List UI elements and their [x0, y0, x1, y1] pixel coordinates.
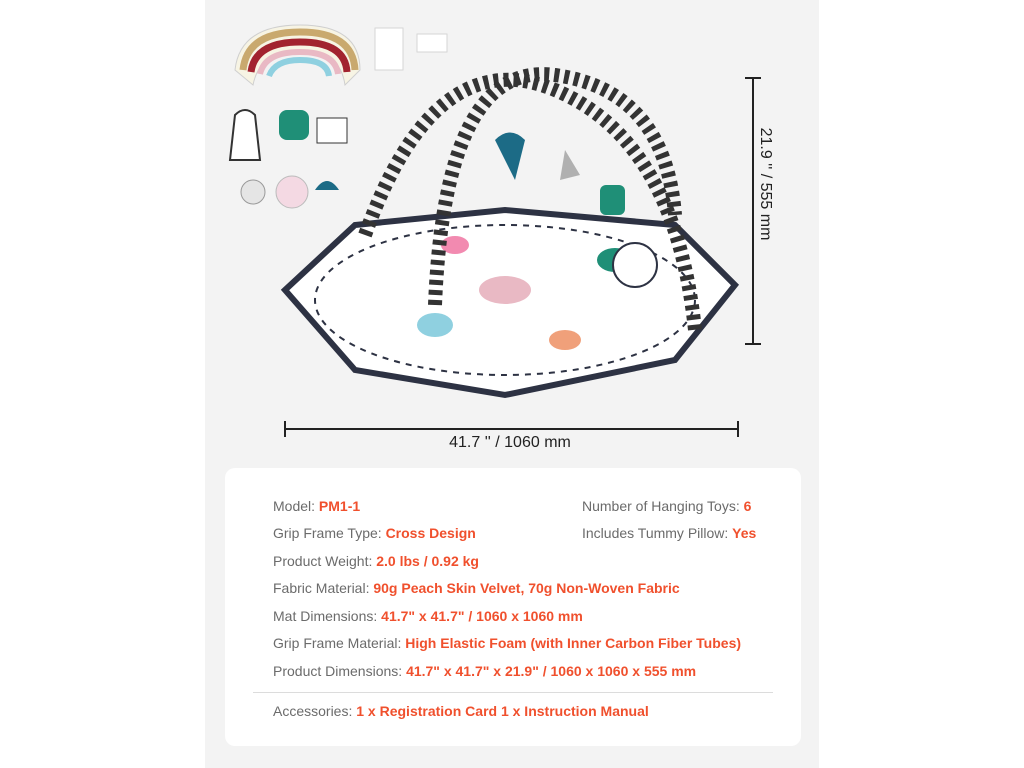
product-illustration [205, 0, 819, 465]
specs-card [225, 468, 801, 746]
spec-value: High Elastic Foam (with Inner Carbon Fiber Tubes) [405, 635, 742, 651]
play-mat-image [285, 210, 735, 395]
spec-model [273, 498, 360, 514]
registration-card-image [375, 28, 403, 70]
spec-value: 41.7" x 41.7" / 1060 x 1060 mm [381, 608, 583, 624]
width-dimension-label: 41.7 '' / 1060 mm [449, 434, 571, 451]
spec-value: Yes [732, 525, 757, 541]
height-dimension-label: 21.9 '' / 555 mm [757, 127, 774, 241]
spec-value: 41.7" x 41.7" x 21.9" / 1060 x 1060 x 555 mm [406, 663, 697, 679]
spec-label: Grip Frame Type: [273, 525, 382, 541]
instruction-manual-image [417, 34, 447, 52]
spec-label: Model: [273, 498, 316, 514]
spec-mat-dimensions [273, 608, 583, 624]
spec-label: Number of Hanging Toys: [582, 498, 740, 514]
spec-product-weight [273, 553, 479, 569]
spec-label: Fabric Material: [273, 580, 370, 596]
spec-fabric-material [273, 580, 680, 596]
spec-value: 1 x Registration Card 1 x Instruction Manual [356, 703, 649, 719]
spec-grip-frame-material [273, 635, 741, 651]
spec-value: 90g Peach Skin Velvet, 70g Non-Woven Fabric [373, 580, 680, 596]
product-image-area [205, 0, 819, 465]
spec-label: Grip Frame Material: [273, 635, 402, 651]
spec-label: Includes Tummy Pillow: [582, 525, 729, 541]
spec-grip-frame-type [273, 525, 476, 541]
spec-product-dimensions [273, 663, 696, 679]
spec-label: Mat Dimensions: [273, 608, 378, 624]
spec-label: Product Weight: [273, 553, 373, 569]
spec-value: 6 [743, 498, 752, 514]
spec-label: Product Dimensions: [273, 663, 403, 679]
spec-label: Accessories: [273, 703, 353, 719]
hanging-toys-image [230, 110, 347, 208]
spec-tummy-pillow [582, 525, 756, 541]
tummy-pillow-image [235, 25, 360, 85]
spec-value: 2.0 lbs / 0.92 kg [376, 553, 479, 569]
spec-value: PM1-1 [318, 498, 361, 514]
spec-hanging-toys [582, 498, 751, 514]
spec-value: Cross Design [385, 525, 476, 541]
spec-accessories [273, 703, 649, 719]
product-page [205, 0, 819, 768]
specs-divider [253, 692, 773, 693]
